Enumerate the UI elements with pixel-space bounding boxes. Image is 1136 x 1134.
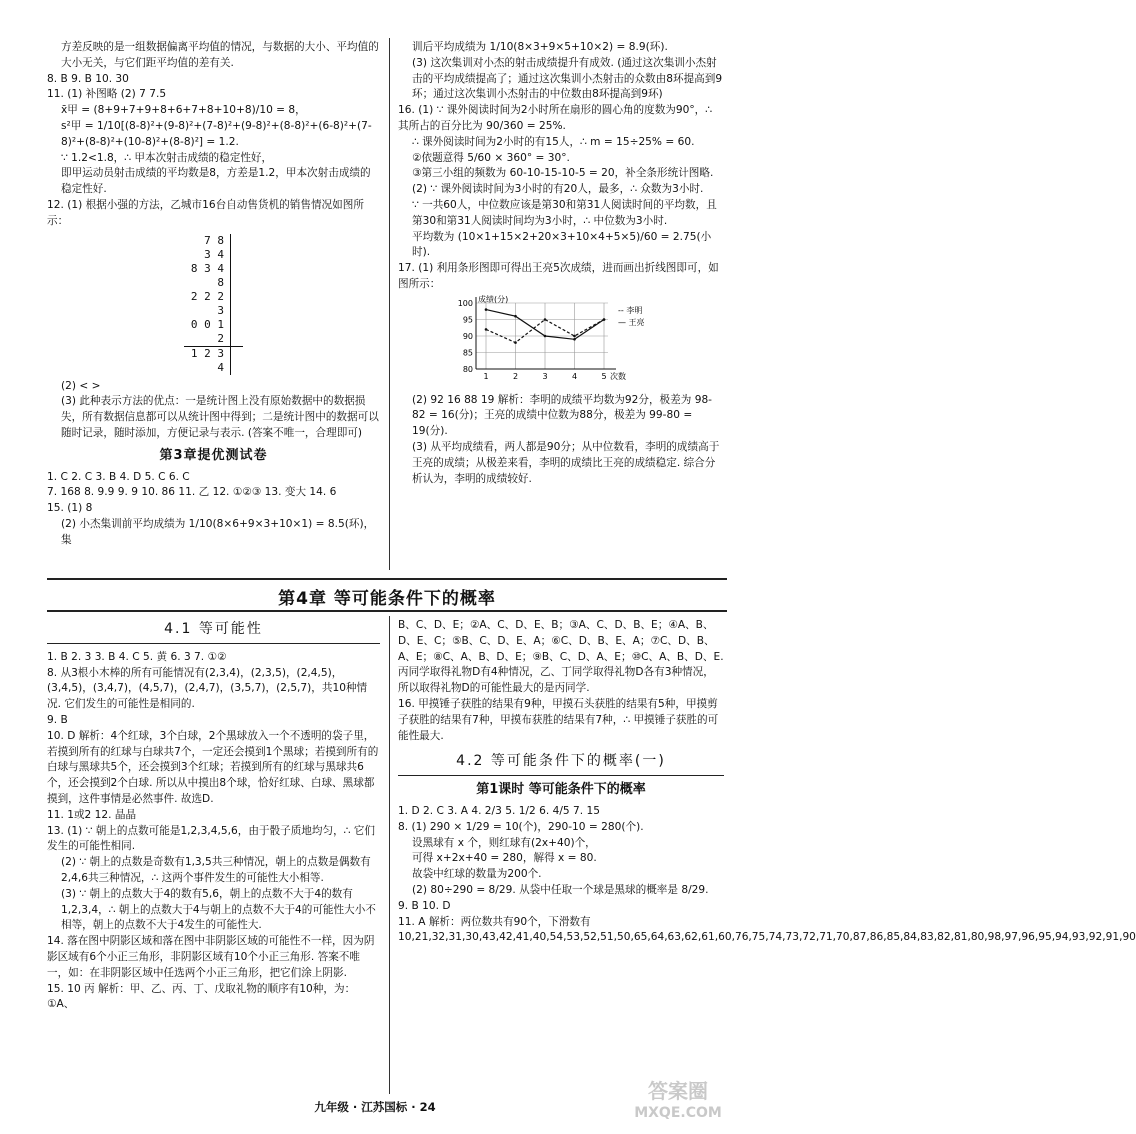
text-line: 训后平均成绩为 1/10(8×3+9×5+10×2) = 8.9(环). xyxy=(412,41,668,53)
answer-line: 11. (1) 补图略 (2) 7 7.5 xyxy=(47,88,167,101)
stem-leaf-row: 2 2 2 3 xyxy=(184,290,243,318)
y-tick-label: 80 xyxy=(462,364,473,374)
text-line: 设黑球有 x 个，则红球有(2x+40)个， xyxy=(412,836,596,849)
text-line: 方差反映的是一组数据偏离平均值的情况，与数据的大小、平均值的大小无关，与它们距平均值的差有关. xyxy=(61,41,379,69)
x-tick-label: 2 xyxy=(512,371,519,381)
formula-mean: x̄甲 = (8+9+7+9+8+6+7+8+10+8)/10 = 8， xyxy=(61,104,306,117)
formula-variance: s²甲 = 1/10[(8-8)²+(9-8)²+(7-8)²+(9-8)²+(8-8)²+(6-8)²+(7-8)²+(8-8)²+(10-8)²+(8-8)²] = 1.2. xyxy=(61,119,372,148)
data-point xyxy=(544,318,547,321)
stem-leaf-row: 7 8 xyxy=(184,234,243,248)
right-column-bottom xyxy=(398,618,1136,946)
answer-line: 13. (1) ∵ 朝上的点数可能是1,2,3,4,5,6，由于骰子质地均匀，∴ 它们发生的可能性相同. xyxy=(47,824,375,853)
data-point xyxy=(573,334,576,337)
text-line: (3) 从平均成绩看，两人都是90分；从中位数看，李明的成绩高于王亮的成绩；从极差来看，李明的成绩比王亮的成绩稳定. 综合分析认为，李明的成绩较好. xyxy=(412,440,720,485)
page-footer: 九年级 · 江苏国标 · 24 xyxy=(314,1100,436,1114)
chapter-title: 第4章 等可能条件下的概率 xyxy=(278,589,496,609)
left-column-top xyxy=(47,40,380,549)
x-axis-label: 次数 xyxy=(610,371,626,381)
answer-line: 12. (1) 根据小强的方法，乙城市16台自动售货机的销售情况如图所示： xyxy=(47,198,364,227)
answer-line: 1. D 2. C 3. A 4. 2/3 5. 1/2 6. 4/5 7. 15 xyxy=(398,804,600,817)
text-line: (2) 92 16 88 19 解析：李明的成绩平均数为92分，极差为 98-82 = 16(分)；王亮的成绩中位数为88分，极差为 99-80 = 19(分). xyxy=(412,393,713,438)
y-tick-label: 100 xyxy=(457,298,473,308)
answer-line: 8. (1) 290 × 1/29 = 10(个)，290-10 = 280(个). xyxy=(398,820,644,833)
column-divider-bottom xyxy=(389,616,390,1094)
data-point xyxy=(603,318,606,321)
text-line: B、C、D、E；②A、C、D、E、B；③A、C、D、B、E；④A、B、D、E、C；⑤B、C、D、E、A；⑥C、D、B、E、A；⑦C、D、B、A、E；⑧C、A、B、D、E；⑨B、C、D、A、E；⑩C、A、B、D、E. 丙同学取得礼物D有4种情况，乙、丁同学取得礼物D各有3种情况，所以取得礼物D的可能性最大的是丙同学. xyxy=(398,619,724,695)
text-line: 可得 x+2x+40 = 280，解得 x = 80. xyxy=(412,852,597,865)
text-line: ∵ 1.2<1.8，∴ 甲本次射击成绩的稳定性好， xyxy=(61,151,273,164)
answer-line: 16. (1) ∵ 课外阅读时间为2小时所在扇形的圆心角的度数为90°，∴ 其所占的百分比为 90/360 = 25%. xyxy=(398,104,713,132)
text-line: ∴ 课外阅读时间为2小时的有15人，∴ m = 15÷25% = 60. xyxy=(412,135,695,148)
chapter-header xyxy=(47,578,727,612)
y-tick-label: 90 xyxy=(462,331,473,341)
x-tick-label: 3 xyxy=(542,371,548,381)
text-line: (2) < > xyxy=(61,379,101,392)
data-point xyxy=(485,308,488,311)
answer-line: 10. D 解析：4个红球，3个白球，2个黑球放入一个不透明的袋子里，若摸到所有的红球与白球共7个，一定还会摸到1个黑球；若摸到所有的白球与黑球共5个，还会摸到3个红球；若摸到所有的红球与黑球共6个，还会摸到2个白球. 所以从中摸出8个球，恰好红球、白球、黑球都摸到，这件事情是必然事件. 故选D. xyxy=(47,729,379,805)
y-tick-label: 95 xyxy=(462,315,473,325)
data-point xyxy=(514,315,517,318)
y-axis-label: 成绩(分) xyxy=(478,294,509,304)
watermark-logo: 答案圈 MXQE.COM xyxy=(634,1079,722,1121)
answer-line: 9. B xyxy=(47,713,68,726)
stem-leaf-row: 8 3 4 8 xyxy=(184,262,243,290)
text-line: (2) ∵ 课外阅读时间为3小时的有20人，最多，∴ 众数为3小时. xyxy=(412,183,704,196)
text-line: 即甲运动员射击成绩的平均数是8，方差是1.2，甲本次射击成绩的稳定性好. xyxy=(61,167,371,196)
answer-line: 1. C 2. C 3. B 4. D 5. C 6. C xyxy=(47,470,190,483)
text-line: (3) ∵ 朝上的点数大于4的数有5,6，朝上的点数不大于4的数有1,2,3,4，∴ 朝上的点数大于4与朝上的点数不大于4的可能性大小不相等，朝上的点数不大于4发生的可能性大. xyxy=(61,887,376,932)
data-point xyxy=(573,338,576,341)
column-divider-top xyxy=(389,38,390,570)
score-line-chart xyxy=(448,295,648,385)
stem-leaf-plot xyxy=(47,234,380,375)
answer-line: 8. 从3根小木棒的所有可能情况有(2,3,4)，(2,3,5)，(2,4,5)，(3,4,5)，(3,4,7)，(4,5,7)，(2,4,7)，(3,5,7)，(2,5,7)，共10种情况. 它们发生的可能性是相同的. xyxy=(47,666,368,711)
answer-line: 11. A 解析：两位数共有90个，下滑数有10,21,32,31,30,43,42,41,40,54,53,52,51,50,65,64,63,62,61,60,76,75,74,73,72,71,70,87,86,85,84,83,82,81,80,98,97,96,95,94,93,92,91,90 xyxy=(398,915,1136,944)
answer-line: 15. (1) 8 xyxy=(47,502,93,515)
text-line: 故袋中红球的数量为200个. xyxy=(412,868,542,881)
legend-entry: — 王亮 xyxy=(618,317,645,327)
section-title-4-2: 4.2 等可能条件下的概率(一) xyxy=(398,754,724,776)
text-line: ③第三小组的频数为 60-10-15-10-5 = 20，补全条形统计图略. xyxy=(412,167,714,180)
answer-line: 9. B 10. D xyxy=(398,899,451,912)
answer-line: 17. (1) 利用条形图即可得出王亮5次成绩，进而画出折线图即可，如图所示： xyxy=(398,262,719,290)
text-line: ∵ 一共60人，中位数应该是第30和第31人阅读时间的平均数，且第30和第31人阅读时间均为3小时，∴ 中位数为3小时. xyxy=(412,198,717,227)
x-tick-label: 4 xyxy=(571,371,578,381)
answer-line: 11. 1或2 12. 晶晶 xyxy=(47,808,137,821)
data-point xyxy=(544,334,547,337)
text-line: (2) ∵ 朝上的点数是奇数有1,3,5共三种情况，朝上的点数是偶数有2,4,6共三种情况，∴ 这两个事件发生的可能性大小相等. xyxy=(61,856,371,884)
text-line: 平均数为 (10×1+15×2+20×3+10×4+5×5)/60 = 2.75(小时). xyxy=(412,230,712,259)
left-column-bottom xyxy=(47,618,380,1013)
section-title-4-1: 4.1 等可能性 xyxy=(47,622,380,644)
answer-line: 7. 168 8. 9.9 9. 9 10. 86 11. 乙 12. ①②③ 13. 变大 14. 6 xyxy=(47,486,337,499)
answer-line: 1. B 2. 3 3. B 4. C 5. 黄 6. 3 7. ①② xyxy=(47,650,227,663)
text-line: (3) 此种表示方法的优点：一是统计图上没有原始数据中的数据损失，所有数据信息都可以从统计图中得到；二是统计图中的数据可以随时记录，随时添加，方便记录与表示. (答案不唯一，合理即可) xyxy=(61,395,379,439)
stem-leaf-row: 1 2 3 4 xyxy=(184,346,243,375)
answer-line: 14. 落在图中阴影区域和落在图中非阴影区域的可能性不一样，因为阴影区域有6个小正三角形，非阴影区域有10个小正三角形. 答案不唯一，如：在非阴影区域中任选两个小正三角形，把它们涂上阴影. xyxy=(47,935,375,979)
data-point xyxy=(485,328,488,331)
y-tick-label: 85 xyxy=(462,348,473,358)
data-point xyxy=(514,341,517,344)
legend-entry: -- 李明 xyxy=(618,305,643,315)
answer-line: 8. B 9. B 10. 30 xyxy=(47,72,129,85)
stem-leaf-row: 3 4 xyxy=(184,248,243,262)
lesson-title: 第1课时 等可能条件下的概率 xyxy=(476,782,646,798)
right-column-top xyxy=(398,40,724,487)
answer-line: 16. 甲摸锤子获胜的结果有9种，甲摸石头获胜的结果有5种，甲摸剪子获胜的结果有7种，甲摸布获胜的结果有7种，∴ 甲摸锤子获胜的可能性最大. xyxy=(398,697,719,742)
text-line: ②依题意得 5/60 × 360° = 30°. xyxy=(412,151,570,164)
section-title-ch3-test: 第3章提优测试卷 xyxy=(159,447,268,463)
stem-leaf-row: 0 0 1 2 xyxy=(184,318,243,346)
text-line: (2) 80÷290 = 8/29. 从袋中任取一个球是黑球的概率是 8/29. xyxy=(412,883,709,896)
answer-line: (2) 小杰集训前平均成绩为 1/10(8×6+9×3+10×1) = 8.5(环)，集 xyxy=(61,517,375,546)
answer-line: 15. 10 丙 解析：甲、乙、丙、丁、戊取礼物的顺序有10种，为：①A、 xyxy=(47,982,356,1011)
text-line: (3) 这次集训对小杰的射击成绩提升有成效. (通过这次集训小杰射击的平均成绩提高了；通过这次集训小杰射击的众数由8环提高到9环；通过这次集训小杰射击的中位数由8环提高到9环) xyxy=(412,56,723,101)
x-tick-label: 5 xyxy=(601,371,607,381)
x-tick-label: 1 xyxy=(483,371,489,381)
